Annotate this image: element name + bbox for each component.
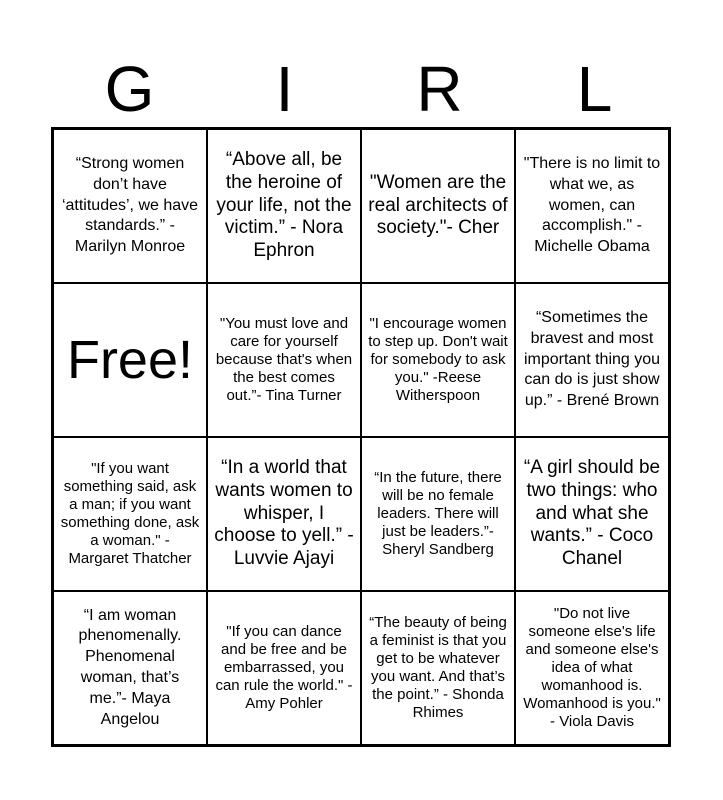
cell-text: "You must love and care for yourself because that's when the best comes out.”- Tina Turner bbox=[215, 315, 353, 404]
cell-text: “In a world that wants women to whisper, I choose to yell.” - Luvvie Ajayi bbox=[214, 457, 354, 570]
cell-text: “The beauty of being a feminist is that you get to be whatever you want. And that’s the point.” - Shonda Rhimes bbox=[369, 614, 507, 721]
cell-text: "There is no limit to what we, as women, can accomplish." - Michelle Obama bbox=[523, 155, 661, 256]
cell-text: “Above all, be the heroine of your life, not the victim.” - Nora Ephron bbox=[216, 149, 352, 262]
bingo-cell-r3c2[interactable] bbox=[207, 437, 361, 591]
cell-text: "If you want something said, ask a man; if you want something done, ask a woman." - Margaret Thatcher bbox=[60, 460, 200, 567]
cell-text: "Do not live someone else's life and someone else's idea of what womanhood is. Womanhood is you." - Viola Davis bbox=[523, 605, 661, 730]
cell-text: “I am woman phenomenally. Phenomenal woman, that’s me.”- Maya Angelou bbox=[78, 606, 182, 728]
bingo-cell-r4c4[interactable] bbox=[515, 591, 669, 745]
bingo-cell-r2c2[interactable] bbox=[207, 283, 361, 437]
cell-text: “In the future, there will be no female leaders. There will just be leaders.”- Sheryl Sandberg bbox=[374, 469, 502, 558]
bingo-cell-free[interactable] bbox=[53, 283, 207, 437]
bingo-cell-r1c1[interactable] bbox=[53, 129, 207, 283]
bingo-cell-r1c4[interactable] bbox=[515, 129, 669, 283]
cell-text: "If you can dance and be free and be embarrassed, you can rule the world." - Amy Pohler bbox=[215, 623, 353, 712]
bingo-cell-r3c3[interactable] bbox=[361, 437, 515, 591]
bingo-cell-r1c3[interactable] bbox=[361, 129, 515, 283]
cell-text: "Women are the real architects of society."- Cher bbox=[368, 171, 508, 239]
bingo-cell-r3c4[interactable] bbox=[515, 437, 669, 591]
bingo-cell-r2c4[interactable] bbox=[515, 283, 669, 437]
bingo-cell-r1c2[interactable] bbox=[207, 129, 361, 283]
free-space-label: Free! bbox=[66, 330, 194, 390]
header-letter-g: G bbox=[104, 53, 155, 125]
bingo-cell-r3c1[interactable] bbox=[53, 437, 207, 591]
header-letter-i: I bbox=[275, 53, 294, 125]
bingo-cell-r2c3[interactable] bbox=[361, 283, 515, 437]
cell-text: “Sometimes the bravest and most important thing you can do is just show up.” - Brené Brown bbox=[523, 309, 661, 410]
cell-text: "I encourage women to step up. Don't wait for somebody to ask you." -Reese Witherspoon bbox=[368, 315, 508, 404]
cell-text: “A girl should be two things: who and what she wants.” - Coco Chanel bbox=[523, 457, 661, 570]
bingo-board bbox=[51, 127, 671, 747]
bingo-cell-r4c2[interactable] bbox=[207, 591, 361, 745]
header-letter-l: L bbox=[576, 53, 613, 125]
bingo-cell-r4c1[interactable] bbox=[53, 591, 207, 745]
header-letter-r: R bbox=[416, 53, 463, 125]
bingo-cell-r4c3[interactable] bbox=[361, 591, 515, 745]
bingo-header bbox=[52, 50, 672, 128]
cell-text: “Strong women don’t have ‘attitudes’, we have standards.” - Marilyn Monroe bbox=[61, 155, 199, 256]
